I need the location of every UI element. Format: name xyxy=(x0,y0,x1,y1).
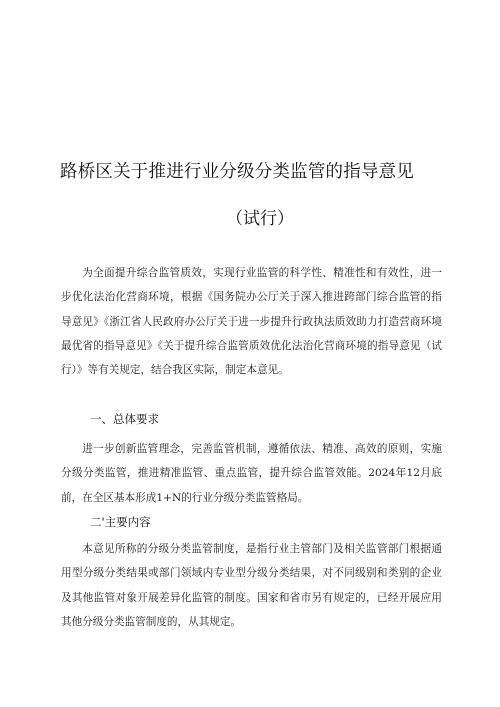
document-subtitle: （试行） xyxy=(226,209,294,229)
section-body-general-requirements: 进一步创新监管理念，完善监管机制，遵循依法、精准、高效的原则，实施分级分类监管，推进精准监管、重点监管，提升综合监管效能。2024年12月底前，在全区基本形成1+N的行业分级分类监管格局。 xyxy=(61,443,442,504)
section-heading-general-requirements: 一、总体要求 xyxy=(90,412,159,426)
intro-paragraph: 为全面提升综合监管质效，实现行业监管的科学性、精准性和有效性，进一步优化法治化营商环境，根据《国务院办公厅关于深入推进跨部门综合监管的指导意见》《浙江省人民政府办公厅关于进一步提升行政执法质效助力打造营商环境最优省的指导意见》《关于提升综合监管质效优化法治化营商环境的指导意见（试行）》等有关规定，结合我区实际，制定本意见。 xyxy=(61,267,442,377)
document-title: 路桥区关于推进行业分级分类监管的指导意见 xyxy=(60,162,414,182)
section-heading-main-content: 二'主要内容 xyxy=(90,515,151,529)
section-body-main-content: 本意见所称的分级分类监管制度，是指行业主管部门及相关监管部门根据通用型分级分类结果或部门领域内专业型分级分类结果，对不同级别和类别的企业及其他监管对象开展差异化监管的制度。国家和省市另有规定的，已经开展应用其他分级分类监管制度的，从其规定。 xyxy=(61,543,442,628)
